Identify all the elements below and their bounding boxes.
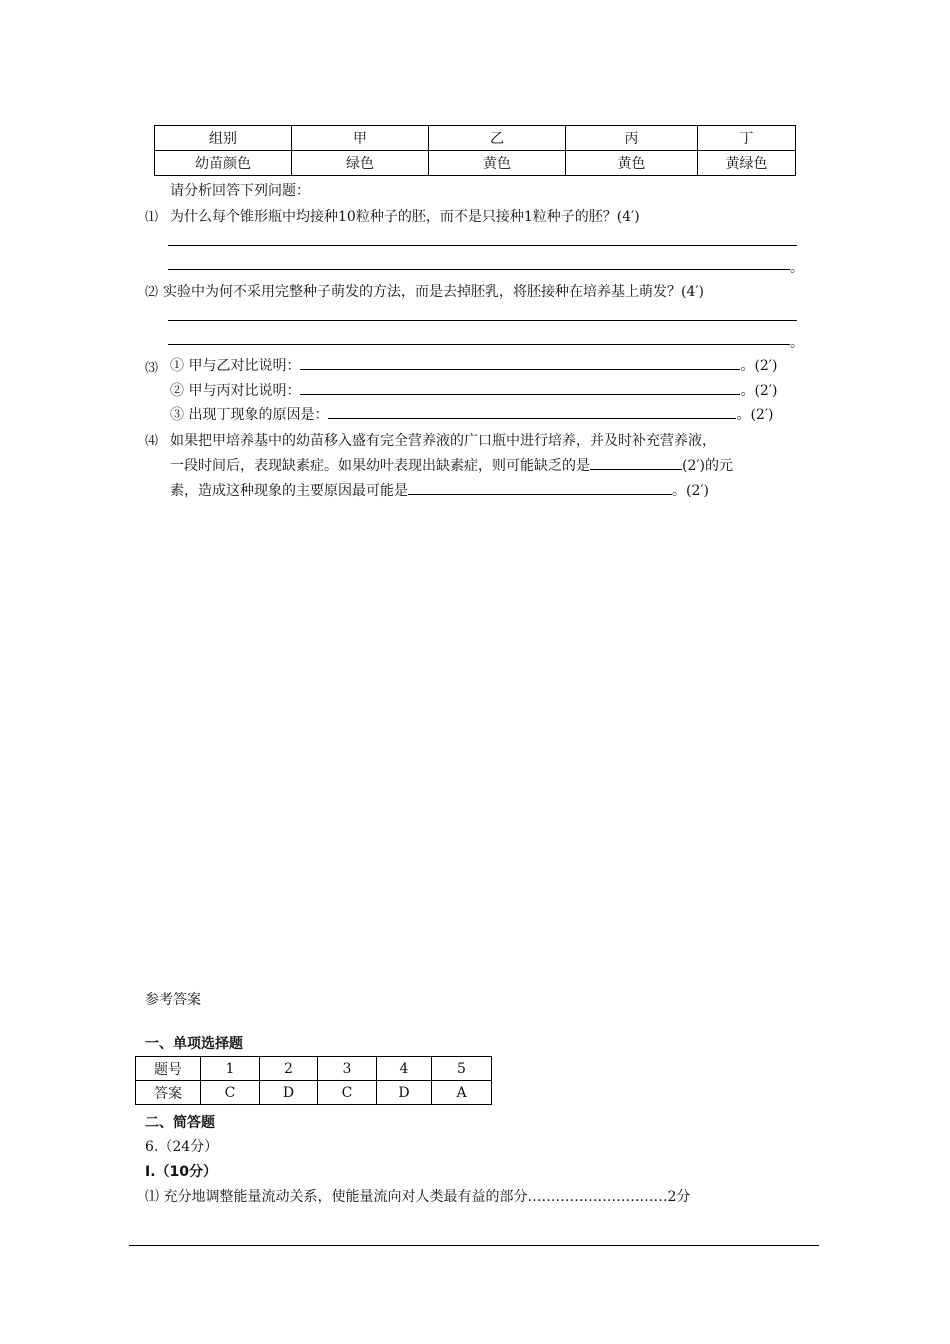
period-mark: 。 <box>790 335 804 351</box>
score-mark: 。(2′) <box>740 383 778 399</box>
table-cell: D <box>260 1081 318 1105</box>
table-cell: 甲 <box>292 126 429 151</box>
table-cell: 绿色 <box>292 151 429 176</box>
score-mark: 。(2′) <box>672 483 710 499</box>
score-mark: 。(2′) <box>740 358 778 374</box>
question-2-number: ⑵ <box>145 285 159 300</box>
answer-line[interactable] <box>168 344 790 345</box>
question-4-line2 <box>170 455 733 475</box>
page-footer-rule <box>129 1245 819 1246</box>
part-1-title: Ⅰ.（10分） <box>145 1164 218 1180</box>
table-cell: 2 <box>260 1057 318 1081</box>
answer-line[interactable] <box>168 269 790 270</box>
answer-blank[interactable] <box>590 455 682 470</box>
table-cell: A <box>432 1081 492 1105</box>
question-3a <box>170 355 777 375</box>
table-cell: 4 <box>377 1057 432 1081</box>
answer-blank[interactable] <box>300 380 740 395</box>
table-cell: D <box>377 1081 432 1105</box>
table-row <box>136 1081 492 1105</box>
intro-text: 请分析回答下列问题： <box>170 183 310 199</box>
table-cell: 黄绿色 <box>698 151 796 176</box>
question-3c-label: ③ 出现丁现象的原因是： <box>170 407 329 423</box>
question-3b <box>170 380 777 400</box>
table-row <box>136 1057 492 1081</box>
question-2-text: 实验中为何不采用完整种子萌发的方法，而是去掉胚乳，将胚接种在培养基上萌发？(4′) <box>163 284 705 300</box>
question-3a-label: ① 甲与乙对比说明： <box>170 358 301 374</box>
section-2-title: 二、简答题 <box>145 1115 215 1131</box>
table-cell: 黄色 <box>566 151 698 176</box>
table-cell: 幼苗颜色 <box>155 151 292 176</box>
question-1-text: 为什么每个锥形瓶中均接种10粒种子的胚，而不是只接种1粒种子的胚？(4′) <box>170 209 640 225</box>
table-row <box>155 126 796 151</box>
answer-table <box>135 1056 492 1105</box>
question-3-number: ⑶ <box>145 361 159 376</box>
table-cell: 丙 <box>566 126 698 151</box>
question-4-line3 <box>170 480 709 500</box>
question-4-line3-text: 素，造成这种现象的主要原因最可能是 <box>170 483 408 499</box>
table-cell: 5 <box>432 1057 492 1081</box>
answers-heading: 参考答案 <box>145 992 201 1008</box>
question-1-number: ⑴ <box>145 210 159 225</box>
table-cell: 黄色 <box>429 151 566 176</box>
seedling-color-table <box>154 125 796 176</box>
answer-blank[interactable] <box>328 404 736 419</box>
answer-blank[interactable] <box>408 480 672 495</box>
table-cell: C <box>318 1081 377 1105</box>
table-cell: 3 <box>318 1057 377 1081</box>
section-1-title: 一、单项选择题 <box>145 1036 243 1052</box>
answer-line[interactable] <box>168 320 797 321</box>
table-cell: 题号 <box>136 1057 201 1081</box>
question-3c <box>170 404 773 424</box>
table-cell: 组别 <box>155 126 292 151</box>
question-3b-label: ② 甲与丙对比说明： <box>170 383 301 399</box>
question-4-line2-text: 一段时间后，表现缺素症。如果幼叶表现出缺素症，则可能缺乏的是 <box>170 458 590 474</box>
table-cell: 1 <box>201 1057 260 1081</box>
table-cell: 丁 <box>698 126 796 151</box>
question-6-title: 6.（24分） <box>145 1139 219 1155</box>
score-mark: (2′)的元 <box>682 458 734 474</box>
table-cell: C <box>201 1081 260 1105</box>
score-mark: 。(2′) <box>736 407 774 423</box>
answer-blank[interactable] <box>300 355 740 370</box>
answer-line[interactable] <box>168 245 797 246</box>
table-cell: 答案 <box>136 1081 201 1105</box>
period-mark: 。 <box>790 260 804 276</box>
table-cell: 乙 <box>429 126 566 151</box>
question-4-line1: 如果把甲培养基中的幼苗移入盛有完全营养液的广口瓶中进行培养，并及时补充营养液， <box>170 433 716 449</box>
answer-item-1: ⑴ 充分地调整能量流动关系，使能量流向对人类最有益的部分…………………………2分 <box>145 1189 691 1205</box>
table-row <box>155 151 796 176</box>
question-4-number: ⑷ <box>145 434 159 449</box>
